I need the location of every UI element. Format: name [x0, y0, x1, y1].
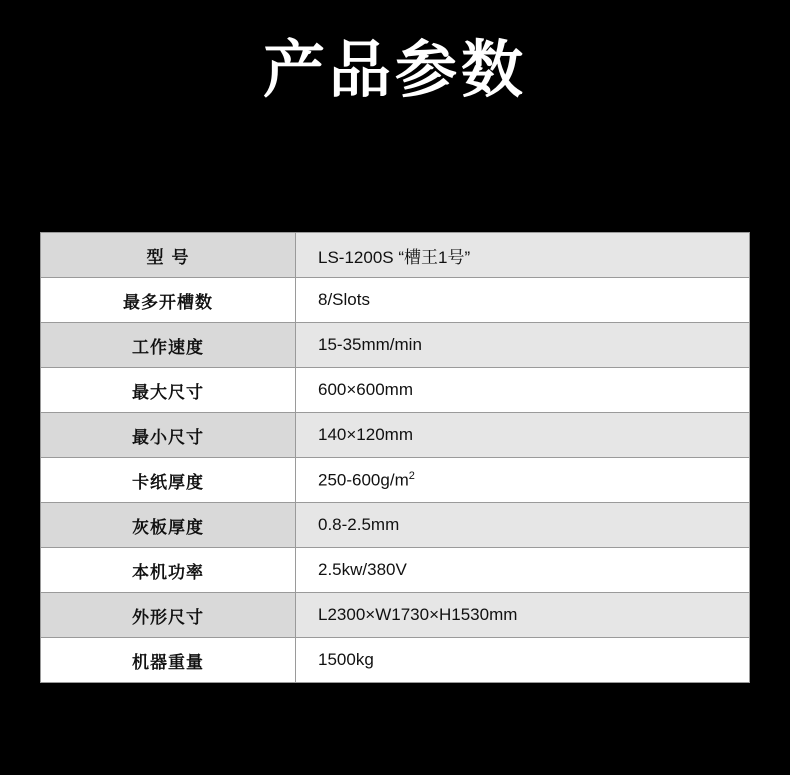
spec-table-body — [41, 233, 750, 683]
spec-label: 外形尺寸 — [41, 593, 296, 638]
table-row — [41, 593, 750, 638]
spec-value: 1500kg — [296, 638, 750, 683]
spec-value: LS-1200S “槽王1号” — [296, 233, 750, 278]
spec-value: 15-35mm/min — [296, 323, 750, 368]
spec-value: 0.8-2.5mm — [296, 503, 750, 548]
spec-value-superscript: 2 — [408, 469, 415, 482]
spec-value: 140×120mm — [296, 413, 750, 458]
spec-label: 型 号 — [41, 233, 296, 278]
table-row — [41, 548, 750, 593]
table-row — [41, 458, 750, 503]
spec-label: 最多开槽数 — [41, 278, 296, 323]
spec-value: 600×600mm — [296, 368, 750, 413]
spec-label: 最大尺寸 — [41, 368, 296, 413]
spec-label: 机器重量 — [41, 638, 296, 683]
spec-table-container — [40, 232, 750, 683]
spec-value: L2300×W1730×H1530mm — [296, 593, 750, 638]
table-row — [41, 638, 750, 683]
spec-value: 8/Slots — [296, 278, 750, 323]
table-row — [41, 368, 750, 413]
table-row — [41, 413, 750, 458]
table-row — [41, 233, 750, 278]
spec-table — [40, 232, 750, 683]
spec-label: 灰板厚度 — [41, 503, 296, 548]
table-row — [41, 323, 750, 368]
spec-value-text: 250-600g/m — [318, 470, 409, 490]
table-row — [41, 278, 750, 323]
spec-label: 本机功率 — [41, 548, 296, 593]
table-row — [41, 503, 750, 548]
spec-label: 工作速度 — [41, 323, 296, 368]
spec-value — [296, 458, 750, 503]
page-title: 产品参数 — [262, 33, 527, 106]
spec-value: 2.5kw/380V — [296, 548, 750, 593]
spec-label: 卡纸厚度 — [41, 458, 296, 503]
spec-label: 最小尺寸 — [41, 413, 296, 458]
